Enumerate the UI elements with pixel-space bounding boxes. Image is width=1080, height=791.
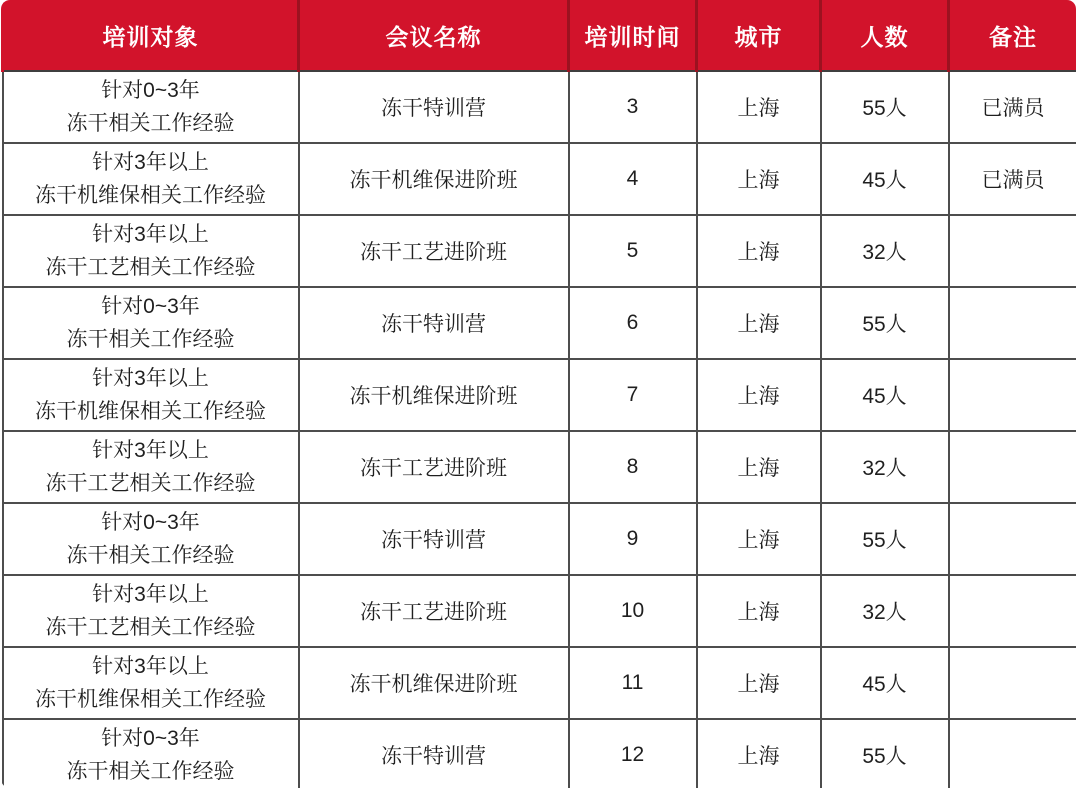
audience-line-1: 针对3年以上 [92,583,209,606]
cell-city: 上海 [697,503,821,575]
audience-line-2: 冻干工艺相关工作经验 [45,256,256,279]
cell-time: 6 [569,287,697,359]
header-cell-city: 城市 [697,0,821,71]
header-cell-remark: 备注 [949,0,1077,71]
cell-time: 7 [569,359,697,431]
cell-city: 上海 [697,431,821,503]
cell-count: 55人 [821,503,949,575]
cell-remark [949,359,1077,431]
audience-line-2: 冻干相关工作经验 [66,544,235,567]
cell-time: 10 [569,575,697,647]
cell-remark [949,647,1077,719]
cell-city: 上海 [697,143,821,215]
audience-line-2: 冻干相关工作经验 [66,760,235,783]
header-row [3,0,1077,71]
cell-audience [3,287,299,359]
table-row [3,719,1077,788]
cell-audience [3,359,299,431]
cell-city: 上海 [697,719,821,788]
cell-remark [949,719,1077,788]
cell-city: 上海 [697,575,821,647]
table-row [3,575,1077,647]
audience-line-1: 针对0~3年 [101,79,200,102]
cell-count: 55人 [821,719,949,788]
cell-meeting: 冻干特训营 [299,503,569,575]
audience-line-2: 冻干相关工作经验 [66,112,235,135]
cell-meeting: 冻干机维保进阶班 [299,143,569,215]
header-cell-meeting: 会议名称 [299,0,569,71]
cell-time: 4 [569,143,697,215]
audience-line-2: 冻干机维保相关工作经验 [35,400,266,423]
cell-remark: 已满员 [949,143,1077,215]
header-cell-count: 人数 [821,0,949,71]
cell-meeting: 冻干工艺进阶班 [299,431,569,503]
table-row [3,71,1077,143]
audience-line-2: 冻干工艺相关工作经验 [45,472,256,495]
table-row [3,431,1077,503]
audience-line-2: 冻干工艺相关工作经验 [45,616,256,639]
cell-remark: 已满员 [949,71,1077,143]
audience-line-1: 针对0~3年 [101,295,200,318]
cell-meeting: 冻干机维保进阶班 [299,359,569,431]
audience-line-1: 针对3年以上 [92,655,209,678]
cell-time: 9 [569,503,697,575]
table-body [3,71,1077,788]
cell-count: 45人 [821,143,949,215]
cell-city: 上海 [697,359,821,431]
audience-line-2: 冻干机维保相关工作经验 [35,688,266,711]
cell-time: 8 [569,431,697,503]
cell-remark [949,287,1077,359]
cell-time: 5 [569,215,697,287]
cell-count: 55人 [821,71,949,143]
table-header [3,0,1077,71]
cell-remark [949,215,1077,287]
cell-audience [3,575,299,647]
cell-remark [949,575,1077,647]
cell-audience [3,647,299,719]
cell-time: 12 [569,719,697,788]
cell-count: 32人 [821,431,949,503]
cell-city: 上海 [697,215,821,287]
cell-remark [949,503,1077,575]
table-row [3,215,1077,287]
cell-count: 55人 [821,287,949,359]
training-schedule-table [1,0,1076,788]
cell-meeting: 冻干特训营 [299,71,569,143]
cell-count: 32人 [821,575,949,647]
header-cell-audience: 培训对象 [3,0,299,71]
cell-audience [3,503,299,575]
audience-line-2: 冻干机维保相关工作经验 [35,184,266,207]
header-cell-time: 培训时间 [569,0,697,71]
table-row [3,503,1077,575]
cell-time: 11 [569,647,697,719]
cell-meeting: 冻干机维保进阶班 [299,647,569,719]
cell-count: 45人 [821,359,949,431]
cell-remark [949,431,1077,503]
audience-line-1: 针对0~3年 [101,511,200,534]
audience-line-1: 针对3年以上 [92,367,209,390]
cell-city: 上海 [697,287,821,359]
audience-line-1: 针对3年以上 [92,439,209,462]
schedule-table [1,0,1076,788]
cell-time: 3 [569,71,697,143]
cell-audience [3,431,299,503]
cell-audience [3,71,299,143]
table-row [3,143,1077,215]
table-row [3,287,1077,359]
cell-meeting: 冻干工艺进阶班 [299,575,569,647]
cell-count: 32人 [821,215,949,287]
cell-audience [3,143,299,215]
audience-line-2: 冻干相关工作经验 [66,328,235,351]
cell-city: 上海 [697,647,821,719]
audience-line-1: 针对3年以上 [92,223,209,246]
cell-meeting: 冻干工艺进阶班 [299,215,569,287]
cell-meeting: 冻干特训营 [299,287,569,359]
cell-meeting: 冻干特训营 [299,719,569,788]
table-row [3,359,1077,431]
cell-count: 45人 [821,647,949,719]
cell-city: 上海 [697,71,821,143]
table-row [3,647,1077,719]
audience-line-1: 针对0~3年 [101,727,200,750]
audience-line-1: 针对3年以上 [92,151,209,174]
cell-audience [3,719,299,788]
cell-audience [3,215,299,287]
